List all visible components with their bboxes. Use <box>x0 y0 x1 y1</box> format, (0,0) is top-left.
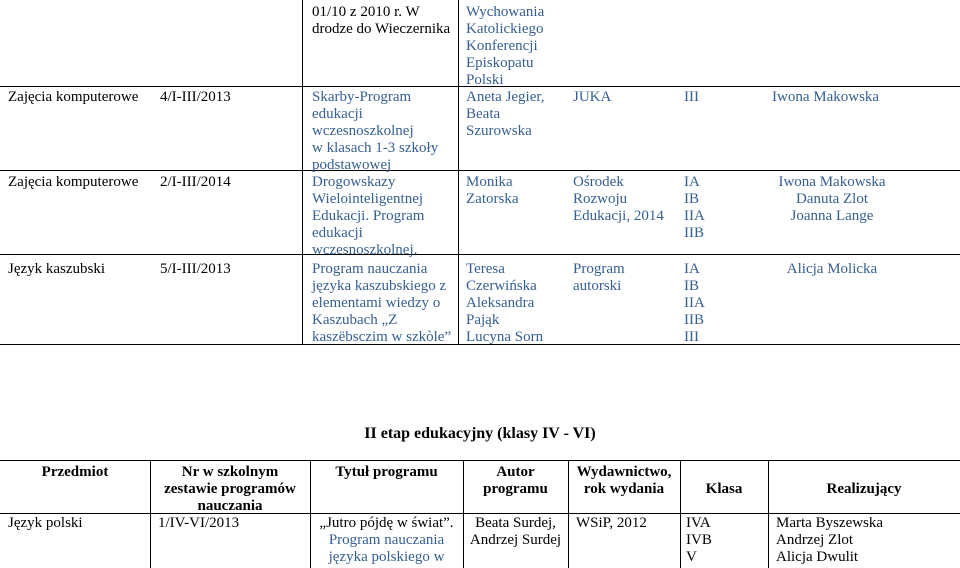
subject-cell: Zajęcia komputerowe <box>8 174 139 190</box>
publisher-line: Edukacji, 2014 <box>573 208 664 224</box>
header-line: Wydawnictwo, <box>576 464 672 480</box>
teacher-cell: Alicja Molicka <box>786 261 878 277</box>
title-line: edukacji <box>312 106 363 122</box>
class-line: IVB <box>686 532 712 548</box>
teacher-cell <box>776 515 883 566</box>
class-line: V <box>686 549 697 565</box>
class-cell: III <box>684 89 699 105</box>
author-line: Lucyna Sorn <box>466 329 544 345</box>
author-line: Wychowania <box>466 4 545 20</box>
author-line: Konferencji <box>466 38 538 54</box>
author-line: Polski <box>466 72 504 88</box>
author-line: Beata Surdej, <box>475 515 556 531</box>
title-cell <box>312 4 454 38</box>
class-line: IB <box>684 278 699 294</box>
header-line: Nr w szkolnym <box>181 464 279 480</box>
header-line: nauczania <box>197 498 263 514</box>
teacher-cell <box>752 174 912 225</box>
header-title: Tytuł programu <box>335 464 438 480</box>
author-cell <box>463 515 568 549</box>
title-line: Program nauczania <box>328 532 445 548</box>
row-divider <box>0 460 960 461</box>
publisher-line: Rozwoju <box>573 191 628 207</box>
class-cell <box>686 515 712 566</box>
class-line: IA <box>684 261 700 277</box>
author-line: Zatorska <box>466 191 519 207</box>
title-line: Program nauczania <box>312 261 428 277</box>
class-line: IIA <box>684 208 705 224</box>
author-cell <box>466 4 566 89</box>
author-cell <box>466 261 566 346</box>
program-number-cell: 1/IV-VI/2013 <box>158 515 240 531</box>
title-cell <box>310 515 463 566</box>
class-line: IVA <box>686 515 711 531</box>
class-line: IIA <box>684 295 705 311</box>
row-divider <box>0 254 960 255</box>
title-cell <box>312 174 454 259</box>
publisher-line: autorski <box>573 278 622 294</box>
column-divider <box>768 460 769 568</box>
title-line: edukacji <box>312 225 363 241</box>
header-line: zestawie programów <box>164 481 296 497</box>
author-line: Katolickiego <box>466 21 544 37</box>
teacher-line: Joanna Lange <box>790 208 874 224</box>
title-line: drodze do Wieczernika <box>312 21 451 37</box>
title-line: Kaszubach „Z <box>312 312 398 328</box>
column-divider <box>458 0 459 345</box>
subject-cell: Język polski <box>8 515 83 531</box>
header-publisher <box>568 464 680 498</box>
title-cell <box>312 89 454 174</box>
title-line: „Jutro pójdę w świat”. <box>319 515 454 531</box>
publisher-line: Program <box>573 261 625 277</box>
author-line: Aleksandra <box>466 295 535 311</box>
title-line: języka polskiego w <box>328 549 445 565</box>
author-line: Aneta Jegier, <box>466 89 545 105</box>
header-class: Klasa <box>705 481 743 497</box>
title-line: Drogowskazy <box>312 174 396 190</box>
teacher-cell: Iwona Makowska <box>772 89 880 105</box>
title-line: wczesnoszkolnej <box>312 123 414 139</box>
class-cell <box>684 261 705 346</box>
row-divider <box>0 513 960 514</box>
title-line: Skarby-Program <box>312 89 412 105</box>
publisher-cell: WSiP, 2012 <box>576 515 647 531</box>
class-line: IB <box>684 191 699 207</box>
header-teacher: Realizujący <box>826 481 902 497</box>
title-line: Edukacji. Program <box>312 208 425 224</box>
publisher-cell <box>573 261 625 295</box>
class-line: IA <box>684 174 700 190</box>
class-line: IIB <box>684 312 704 328</box>
title-line: kaszëbsczim w szkòle” <box>312 329 452 345</box>
class-line: III <box>684 329 699 345</box>
author-line: Episkopatu <box>466 55 534 71</box>
author-cell <box>466 174 566 208</box>
header-line: programu <box>483 481 548 497</box>
publisher-line: Ośrodek <box>573 174 624 190</box>
teacher-line: Iwona Makowska <box>778 174 886 190</box>
title-cell <box>312 261 454 346</box>
teacher-line: Andrzej Zlot <box>776 532 854 548</box>
title-line: języka kaszubskiego z <box>312 278 447 294</box>
publisher-cell <box>573 174 683 225</box>
title-line: Wielointeligentnej <box>312 191 424 207</box>
class-cell <box>684 174 705 242</box>
author-line: Monika <box>466 174 513 190</box>
header-program-number <box>150 464 310 515</box>
program-number-cell: 2/I-III/2014 <box>160 174 231 190</box>
title-line: w klasach 1-3 szkoły <box>312 140 439 156</box>
header-line: Autor <box>496 464 535 480</box>
row-divider <box>0 170 960 171</box>
author-line: Szurowska <box>466 123 532 139</box>
author-line: Teresa <box>466 261 505 277</box>
author-cell <box>466 89 566 140</box>
program-number-cell: 5/I-III/2013 <box>160 261 231 277</box>
title-line: podstawowej <box>312 157 392 173</box>
subject-cell: Język kaszubski <box>8 261 106 277</box>
title-line: wczesnoszkolnej. <box>312 242 418 258</box>
header-author <box>463 464 568 498</box>
teacher-line: Danuta Zlot <box>795 191 869 207</box>
author-line: Pająk <box>466 312 500 328</box>
class-line: IIB <box>684 225 704 241</box>
column-divider <box>302 0 303 345</box>
teacher-line: Marta Byszewska <box>776 515 884 531</box>
title-line: 01/10 z 2010 r. W <box>312 4 420 20</box>
publisher-cell: JUKA <box>573 89 612 105</box>
column-divider <box>680 460 681 568</box>
author-line: Czerwińska <box>466 278 537 294</box>
section-heading: II etap edukacyjny (klasy IV - VI) <box>364 425 596 442</box>
header-subject: Przedmiot <box>41 464 109 480</box>
subject-cell: Zajęcia komputerowe <box>8 89 139 105</box>
author-line: Beata <box>466 106 501 122</box>
header-line: rok wydania <box>583 481 665 497</box>
title-line: elementami wiedzy o <box>312 295 441 311</box>
program-number-cell: 4/I-III/2013 <box>160 89 231 105</box>
author-line: Andrzej Surdej <box>469 532 562 548</box>
teacher-line: Alicja Dwulit <box>776 549 859 565</box>
